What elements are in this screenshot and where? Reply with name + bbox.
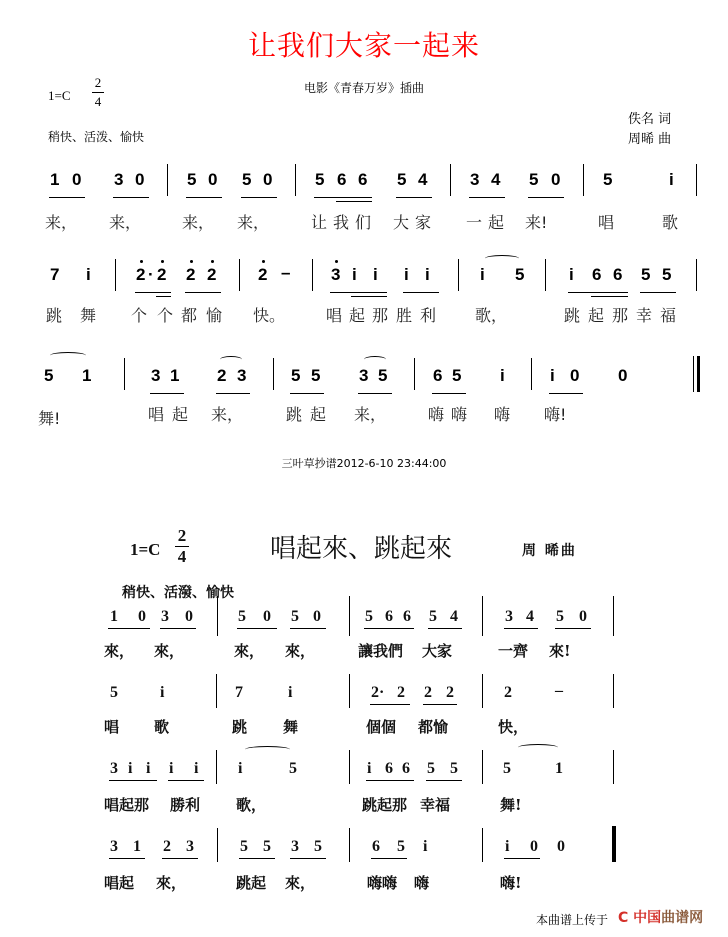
beam [330,292,387,293]
note: 5 [603,170,613,189]
note: 2 [157,265,167,284]
note: 2 [446,684,454,701]
note: 0 [138,608,146,625]
note: 3 [161,608,169,625]
note: 5 [515,265,525,284]
time-sig-bottom: 4 [94,94,102,109]
time-sig-bottom: 4 [177,547,187,566]
beam-double [591,296,628,297]
barline [115,259,116,291]
barline [167,164,168,196]
barline [349,674,350,708]
note: 1 [133,838,141,855]
note: 0 [72,170,82,189]
beam [426,780,462,781]
note: 5 [238,608,246,625]
lyric: 来， [211,405,244,424]
tie [364,356,386,363]
note: 5 [110,684,118,701]
note: 0 [557,838,565,855]
note: 2 [397,684,405,701]
lyric: 跳起那 [362,796,408,814]
lyric: 都愉 [418,718,449,736]
beam [640,292,676,293]
lyric: 个 [131,306,148,325]
lyric: 歌， [236,796,267,814]
note: i [146,760,151,777]
note: i [86,265,91,284]
note: 2 [504,684,512,701]
lyric: 讓我們 [358,642,404,660]
beam [239,858,275,859]
lyric: 個個 [366,718,397,736]
note: i [128,760,133,777]
lyric: 胜 [396,306,413,325]
note: 3 [470,170,480,189]
beam [428,628,462,629]
note: 1 [555,760,563,777]
note: 3 [359,366,369,385]
note: i [373,265,378,284]
note: 3 [151,366,161,385]
lyric: 嗨! [500,874,522,892]
note: 5 [429,608,437,625]
lyric: 来， [354,405,387,424]
note: 5 [529,170,539,189]
original-time-signature [175,526,189,567]
high-octave-dot [335,260,338,263]
barline [239,259,240,291]
lyric: 來， [285,874,316,892]
note: i [169,760,174,777]
note: i [160,684,165,701]
lyric: 跳 [564,306,581,325]
note: 2 [217,366,227,385]
lyric: 那 [612,306,629,325]
note: 3 [114,170,124,189]
note: 1 [170,366,180,385]
lyric: 來， [234,642,265,660]
barline [349,828,350,862]
lyric: 起 [172,405,189,424]
lyric: 福 [660,306,677,325]
barline [482,750,483,784]
note: 0 [530,838,538,855]
lyric: 歌， [475,306,508,325]
note: i [550,366,555,385]
note: i [669,170,674,189]
time-sig-top: 2 [94,75,102,90]
tie [220,356,242,363]
note: 0 [135,170,145,189]
note: 6 [385,608,393,625]
lyric: 们 [355,213,372,232]
note: 0 [579,608,587,625]
note: i [505,838,510,855]
lyric: 来， [109,213,142,232]
lyric: 唱 [598,213,615,232]
note: 5 [314,838,322,855]
note: 5 [641,265,651,284]
lyric: 一齊 [498,642,529,660]
note: 5 [187,170,197,189]
note: 5 [556,608,564,625]
high-octave-dot [211,260,214,263]
lyric: 幸福 [420,796,451,814]
beam [109,858,145,859]
barline [531,358,532,390]
beam [162,858,198,859]
tie [245,746,290,753]
barline [273,358,274,390]
tempo-marking: 稍快、活泼、愉快 [48,130,145,144]
original-title: 唱起來、跳起來 [270,534,453,564]
note: 5 [44,366,54,385]
lyric: 跳 [232,718,248,736]
note: 5 [662,265,672,284]
note: 3 [186,838,194,855]
lyric: 嗨 [428,405,445,424]
note: i [194,760,199,777]
lyric: 跳 [46,306,63,325]
lyric: 嗨 [494,405,511,424]
barline [482,828,483,862]
barline [217,828,218,862]
lyric: 來， [156,874,187,892]
beam [371,858,407,859]
lyric: 跳起 [236,874,267,892]
lyric: 跳 [286,405,303,424]
note: 6 [433,366,443,385]
note: 2 [207,265,217,284]
note: 4 [526,608,534,625]
high-octave-dot [161,260,164,263]
logo-text-china: 中国 [633,910,662,926]
lyric: 起 [349,306,366,325]
barline [583,164,584,196]
lyric: 那 [372,306,389,325]
note: 0 [208,170,218,189]
note: 5 [311,366,321,385]
upload-note: 本曲谱上传于 [536,913,609,927]
barline [613,674,614,708]
lyric: 一 [466,213,483,232]
lyric: 舞! [38,409,61,428]
lyric: 快。 [253,306,286,325]
beam [49,197,85,198]
beam [135,292,171,293]
note: 6 [613,265,623,284]
note: i [404,265,409,284]
barline [482,596,483,636]
note: 5 [291,366,301,385]
tie [50,352,86,359]
beam [185,292,221,293]
subtitle: 电影《青春万岁》插曲 [303,81,424,95]
lyric: 来! [525,213,548,232]
note: 5 [450,760,458,777]
lyric: 歌 [154,718,170,736]
lyric: 来， [237,213,270,232]
note: 6 [358,170,368,189]
lyric: 舞 [80,306,97,325]
tie [485,255,519,262]
time-sig-top: 2 [177,526,187,545]
barline [349,750,350,784]
barline [349,596,350,636]
barline [482,674,483,708]
note: 0 [313,608,321,625]
lyric: 嗨 [414,874,430,892]
barline [613,750,614,784]
note: 5 [397,838,405,855]
note: 1 [50,170,60,189]
final-barline-thick [697,356,700,392]
note: i [500,366,505,385]
dash-hold: – [281,263,291,282]
key-signature: 1=C [48,88,71,103]
note: 6 [337,170,347,189]
lyric: 让 [311,213,328,232]
lyric: 唱 [326,306,343,325]
beam [432,393,466,394]
note: 5 [378,366,388,385]
barline [312,259,313,291]
note: 6 [385,760,393,777]
beam [358,393,392,394]
beam-double [336,201,372,202]
lyric: 唱 [148,405,165,424]
note: 2 [424,684,432,701]
note: 7 [235,684,243,701]
lyric: 来， [45,213,78,232]
beam [366,780,414,781]
lyric: 歌 [662,213,679,232]
note: 0 [551,170,561,189]
beam-double [156,296,171,297]
note: i [352,265,357,284]
lyric: 來， [285,642,316,660]
beam [290,858,326,859]
lyric: 唱 [104,718,120,736]
transcription-stamp: 三叶草抄谱2012-6-10 23:44:00 [281,457,447,470]
note: 2 [136,265,146,284]
note: 5 [315,170,325,189]
note: 4 [450,608,458,625]
beam [370,704,410,705]
note: 6 [402,760,410,777]
beam [237,628,277,629]
note: 6 [403,608,411,625]
note: 4 [491,170,501,189]
beam [504,858,540,859]
barline [217,596,218,636]
lyric: 舞! [500,796,522,814]
beam [113,197,149,198]
note: 2 [163,838,171,855]
tie [518,744,558,751]
final-barline [612,826,616,862]
beam [423,704,457,705]
beam [168,780,204,781]
note: 5 [242,170,252,189]
original-composer: 周 晞曲 [522,543,577,559]
beam [314,197,372,198]
lyric: 嗨 [451,405,468,424]
note: 0 [263,608,271,625]
note: 7 [50,265,60,284]
beam [290,393,324,394]
note: i [423,838,428,855]
beam-double [351,296,387,297]
beam [216,393,250,394]
beam [290,628,326,629]
note: 5 [240,838,248,855]
note: 5 [397,170,407,189]
lyric: 利 [420,306,437,325]
beam [568,292,628,293]
note: i [288,684,293,701]
barline [295,164,296,196]
note: 3 [110,838,118,855]
original-key: 1=C [130,540,161,559]
beam [150,393,184,394]
note: 5 [452,366,462,385]
high-octave-dot [190,260,193,263]
note: i [425,265,430,284]
composer-credit: 周晞 曲 [628,132,672,147]
barline [458,259,459,291]
lyric: 起 [310,405,327,424]
beam [160,628,196,629]
note: i [367,760,372,777]
note: 5 [503,760,511,777]
site-logo[interactable] [618,907,703,927]
note: 2 [186,265,196,284]
note: 5 [263,838,271,855]
note: i [480,265,485,284]
note: 5 [365,608,373,625]
logo-mark-icon: C [618,910,629,926]
high-octave-dot [262,260,265,263]
beam [364,628,414,629]
lyricist-credit: 佚名 词 [628,112,672,127]
note: 1 [82,366,92,385]
lyric: 嗨嗨 [367,874,398,892]
lyric: 来， [182,213,215,232]
lyric: 來， [154,642,185,660]
barline [124,358,125,390]
lyric: 我 [333,213,350,232]
note: 6 [592,265,602,284]
lyric: 來， [104,642,135,660]
note: 5 [289,760,297,777]
beam [186,197,222,198]
lyric: 來! [549,642,571,660]
dash-hold: – [555,682,563,699]
note: i [238,760,243,777]
note: i [569,265,574,284]
barline [696,259,697,291]
beam [403,292,439,293]
barline [613,596,614,636]
beam [241,197,277,198]
beam [504,628,538,629]
lyric: 起 [588,306,605,325]
lyric: 都 [181,306,198,325]
note: 0 [263,170,273,189]
note: 0 [618,366,628,385]
note: 4 [418,170,428,189]
note: 3 [237,366,247,385]
original-tempo: 稍快、活潑、愉快 [122,585,234,601]
note: 2· [371,684,385,701]
final-barline-thin [693,356,694,392]
beam [469,197,505,198]
note: 3 [291,838,299,855]
barline [545,259,546,291]
lyric: 快， [498,718,529,736]
beam [528,197,564,198]
dot-mark: · [148,265,154,284]
note: 0 [185,608,193,625]
note: 6 [372,838,380,855]
lyric: 个 [157,306,174,325]
lyric: 家 [415,213,432,232]
barline [216,674,217,708]
lyric: 大家 [422,642,453,660]
barline [450,164,451,196]
high-octave-dot [140,260,143,263]
lyric: 唱起 [104,874,135,892]
barline [696,164,697,196]
lyric: 愉 [206,306,223,325]
lyric: 唱起那 [104,796,150,814]
lyric: 幸 [636,306,653,325]
barline [414,358,415,390]
lyric: 大 [393,213,410,232]
note: 5 [427,760,435,777]
beam [109,780,157,781]
beam [108,628,150,629]
note: 3 [505,608,513,625]
note: 3 [110,760,118,777]
lyric: 嗨! [544,405,567,424]
note: 5 [291,608,299,625]
note: 3 [331,265,341,284]
beam [396,197,432,198]
lyric: 勝利 [170,796,201,814]
lyric: 舞 [283,718,299,736]
note: 2 [258,265,268,284]
logo-text-qupu: 曲谱网 [661,910,704,926]
beam [555,628,591,629]
note: 0 [570,366,580,385]
beam [549,393,583,394]
note: 1 [110,608,118,625]
song-title: 让我们大家一起来 [247,29,480,62]
barline [216,750,217,784]
lyric: 起 [488,213,505,232]
